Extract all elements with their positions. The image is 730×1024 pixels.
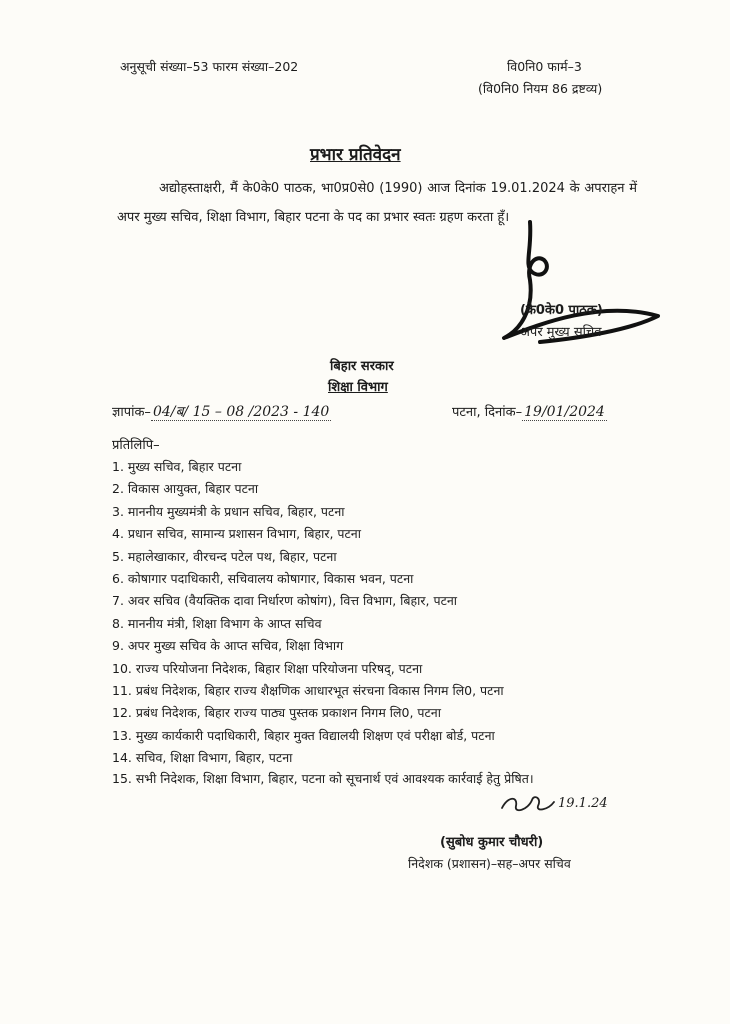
list-item: 14. सचिव, शिक्षा विभाग, बिहार, पटना xyxy=(112,750,293,766)
memo-date: 19/01/2024 xyxy=(524,404,605,420)
list-item: 5. महालेखाकार, वीरचन्द पटेल पथ, बिहार, पटना xyxy=(112,548,337,564)
government-name: बिहार सरकार xyxy=(330,359,394,374)
memo-number-line xyxy=(112,402,331,421)
list-item: 7. अवर सचिव (वैयक्तिक दावा निर्धारण कोषांग), वित्त विभाग, बिहार, पटना xyxy=(112,593,458,609)
memo-number: 04/ब/ 15 – 08 /2023 - 140 xyxy=(152,404,330,420)
document-title: प्रभार प्रतिवेदन xyxy=(310,145,401,165)
list-item: 6. कोषागार पदाधिकारी, सचिवालय कोषागार, विकास भवन, पटना xyxy=(112,570,414,586)
officer-designation: निदेशक (प्रशासन)–सह–अपर सचिव xyxy=(408,856,571,871)
charge-report-paragraph: अद्योहस्ताक्षरी, मैं के0के0 पाठक, भा0प्र0से0 (1990) आज दिनांक 19.01.2024 के अपराहन में अपर मुख्य सचिव, शिक्षा विभाग, बिहार पटना के पद का प्रभार स्वतः ग्रहण करता हूँ। xyxy=(117,181,637,225)
list-item: 12. प्रबंध निदेशक, बिहार राज्य पाठ्य पुस्तक प्रकाशन निगम लि0, पटना xyxy=(112,705,441,721)
list-item: 10. राज्य परियोजना निदेशक, बिहार शिक्षा परियोजना परिषद्, पटना xyxy=(112,660,423,676)
list-item: 8. माननीय मंत्री, शिक्षा विभाग के आप्त सचिव xyxy=(112,615,322,631)
signature-icon xyxy=(498,790,558,820)
rule-reference: (वि0नि0 नियम 86 द्रष्टव्य) xyxy=(478,81,603,96)
signatory-name: (के0के0 पाठक) xyxy=(520,303,603,318)
list-item: 9. अपर मुख्य सचिव के आप्त सचिव, शिक्षा विभाग xyxy=(112,638,344,654)
list-item: 4. प्रधान सचिव, सामान्य प्रशासन विभाग, बिहार, पटना xyxy=(112,526,361,542)
form-code: वि0नि0 फार्म–3 xyxy=(507,59,582,74)
copy-recipient-list xyxy=(112,456,612,789)
officer-name: (सुबोध कुमार चौधरी) xyxy=(440,835,544,850)
list-item: 11. प्रबंध निदेशक, बिहार राज्य शैक्षणिक आधारभूत संरचना विकास निगम लि0, पटना xyxy=(112,682,504,698)
place-date-line xyxy=(452,402,607,420)
signature-date: 19.1.24 xyxy=(558,796,608,811)
list-item: 2. विकास आयुक्त, बिहार पटना xyxy=(112,481,259,497)
list-item: 1. मुख्य सचिव, बिहार पटना xyxy=(112,459,242,474)
department-name: शिक्षा विभाग xyxy=(328,380,388,395)
copy-label: प्रतिलिपि– xyxy=(112,438,160,453)
memo-label: ज्ञापांक– xyxy=(112,405,151,420)
place-label: पटना, दिनांक– xyxy=(452,405,523,420)
schedule-reference: अनुसूची संख्या–53 फारम संख्या–202 xyxy=(120,59,299,74)
list-item: 3. माननीय मुख्यमंत्री के प्रधान सचिव, बिहार, पटना xyxy=(112,503,345,519)
list-item: 15. सभी निदेशक, शिक्षा विभाग, बिहार, पटना को सूचनार्थ एवं आवश्यक कार्रवाई हेतु प्रेषित। xyxy=(112,771,534,787)
list-item: 13. मुख्य कार्यकारी पदाधिकारी, बिहार मुक्त विद्यालयी शिक्षण एवं परीक्षा बोर्ड, पटना xyxy=(112,727,495,743)
signatory-designation: अपर मुख्य सचिव xyxy=(520,325,602,340)
